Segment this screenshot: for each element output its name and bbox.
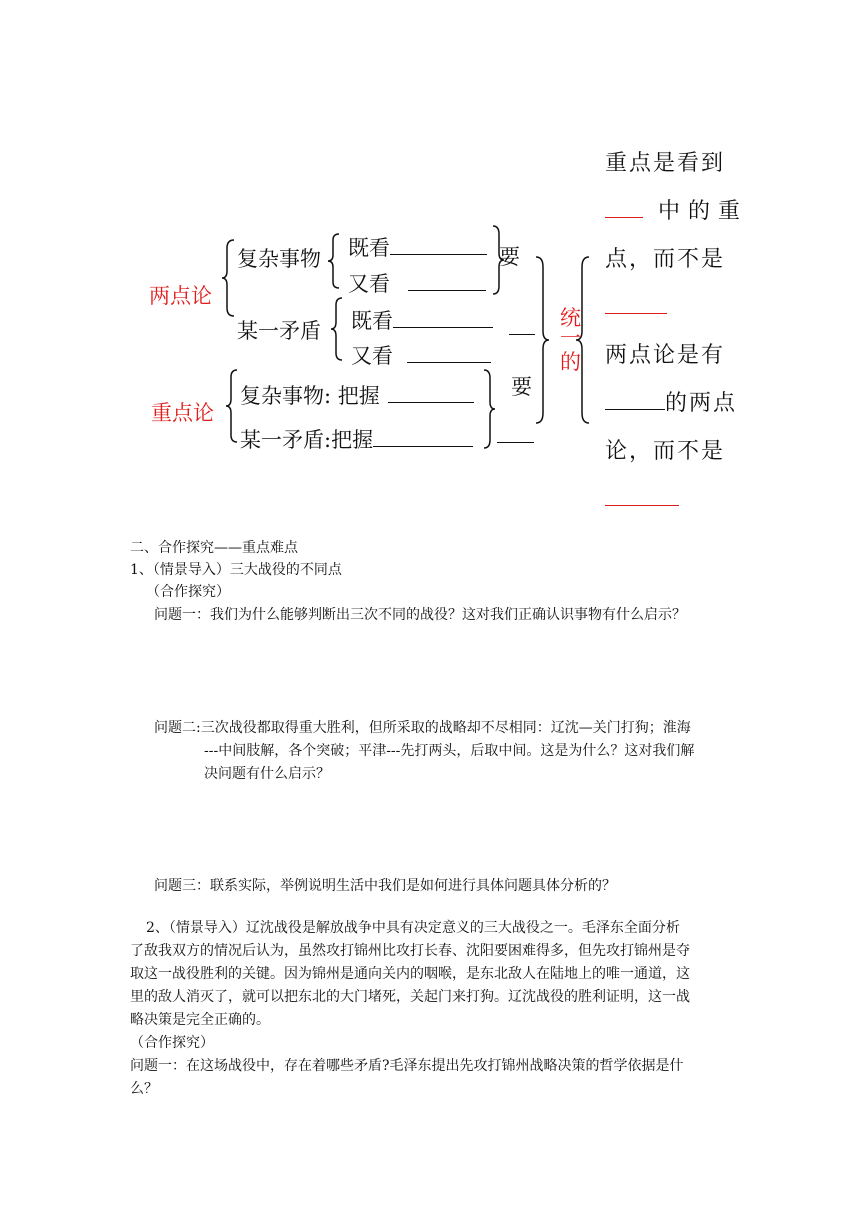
unity-char-1: 统: [560, 306, 581, 330]
key-point-theory-label: 重点论: [151, 401, 214, 425]
side-note-text: 的两点: [665, 391, 738, 416]
side-note-blank-line: [605, 476, 740, 524]
blank-line: [509, 334, 535, 335]
side-note-text: 中的重: [658, 199, 749, 224]
item2-paragraph-line: 2、（情景导入）辽沈战役是解放战争中具有决定意义的三大战役之一。毛泽东全面分析: [146, 920, 680, 936]
item2-question-1: 问题一：在这场战役中，存在着哪些矛盾?毛泽东提出先攻打锦州战略决策的哲学依据是什: [130, 1058, 684, 1074]
blank-line: [497, 442, 534, 443]
complex-things-label: 复杂事物: [237, 247, 321, 271]
unity-char-2: 一: [560, 326, 581, 350]
section-heading: 二、合作探究——重点难点: [130, 540, 298, 556]
blank-line: [373, 446, 473, 447]
blank-line: [605, 409, 665, 410]
two-point-yao: 要: [499, 245, 520, 269]
item1-question-3: 问题三：联系实际，举例说明生活中我们是如何进行具体问题具体分析的？: [154, 878, 616, 894]
one-contradiction-brace: [330, 296, 346, 362]
side-note-line-with-blank: [605, 380, 740, 428]
item1-question-1: 问题一：我们为什么能够判断出三次不同的战役？这对我们正确认识事物有什么启示？: [154, 607, 686, 623]
key-contradiction-grasp-label: 某一矛盾:把握: [240, 428, 374, 452]
complex-also-see-label: 又看: [348, 272, 390, 296]
merge-brace: [535, 255, 551, 425]
item2-paragraph-line: 了敌我双方的情况后认为，虽然攻打锦州比攻打长春、沈阳要困难得多，但先攻打锦州是夺: [130, 943, 690, 959]
blank-line: [407, 362, 491, 363]
one-contradiction-label: 某一矛盾: [237, 319, 321, 343]
side-note-line: 两点论是有: [605, 343, 726, 368]
contradiction-both-see-label: 既看: [351, 309, 393, 333]
side-note-line: 重点是看到: [605, 151, 726, 176]
blank-line: [605, 505, 679, 506]
item1-subtitle: （合作探究）: [146, 584, 230, 600]
complex-things-brace: [327, 232, 343, 290]
key-complex-grasp: [240, 380, 474, 410]
side-note-line: 点，而不是: [605, 247, 726, 272]
complex-also-see: [348, 268, 486, 298]
item1-title: 1、（情景导入）三大战役的不同点: [130, 562, 342, 578]
contradiction-also-see-label: 又看: [351, 344, 393, 368]
side-note-blank-line: [605, 284, 740, 332]
key-point-left-brace: [225, 368, 241, 444]
blank-line: [390, 254, 487, 255]
item2-paragraph-line: 略决策是完全正确的。: [130, 1012, 270, 1028]
blank-line: [408, 290, 486, 291]
item2-question-1-line: 么？: [130, 1081, 158, 1097]
two-point-left-brace: [222, 238, 238, 318]
blank-line: [393, 327, 493, 328]
unity-char-3: 的: [560, 350, 581, 374]
key-point-yao: 要: [511, 375, 532, 399]
item2-paragraph-line: 取这一战役胜利的关键。因为锦州是通向关内的咽喉，是东北敌人在陆地上的唯一通道，这: [130, 966, 690, 982]
blank-line: [388, 402, 474, 403]
blank-line: [605, 217, 643, 218]
item1-question-2-line: 决问题有什么启示？: [204, 766, 330, 782]
item1-question-2-line: ---中间肢解，各个突破；平津---先打两头，后取中间。这是为什么？这对我们解: [204, 743, 695, 759]
key-contradiction-grasp: [240, 424, 473, 454]
side-note-line: 论，而不是: [605, 439, 726, 464]
blank-line: [605, 313, 667, 314]
side-note-line-with-blank: [605, 188, 749, 236]
complex-both-see-label: 既看: [348, 236, 390, 260]
item1-question-2: 问题二:三次战役都取得重大胜利，但所采取的战略却不尽相同：辽沈—关门打狗；淮海: [154, 720, 691, 736]
item2-subtitle: （合作探究）: [130, 1035, 214, 1051]
side-note: [605, 140, 749, 524]
item2-paragraph-line: 里的敌人消灭了，就可以把东北的大门堵死，关起门来打狗。辽沈战役的胜利证明，这一战: [130, 989, 690, 1005]
contradiction-also-see: [351, 340, 491, 370]
two-point-theory-label: 两点论: [149, 284, 212, 308]
contradiction-both-see: [351, 305, 493, 335]
complex-both-see: [348, 232, 487, 262]
key-point-right-brace: [483, 368, 497, 450]
key-complex-grasp-label: 复杂事物: 把握: [240, 384, 380, 408]
